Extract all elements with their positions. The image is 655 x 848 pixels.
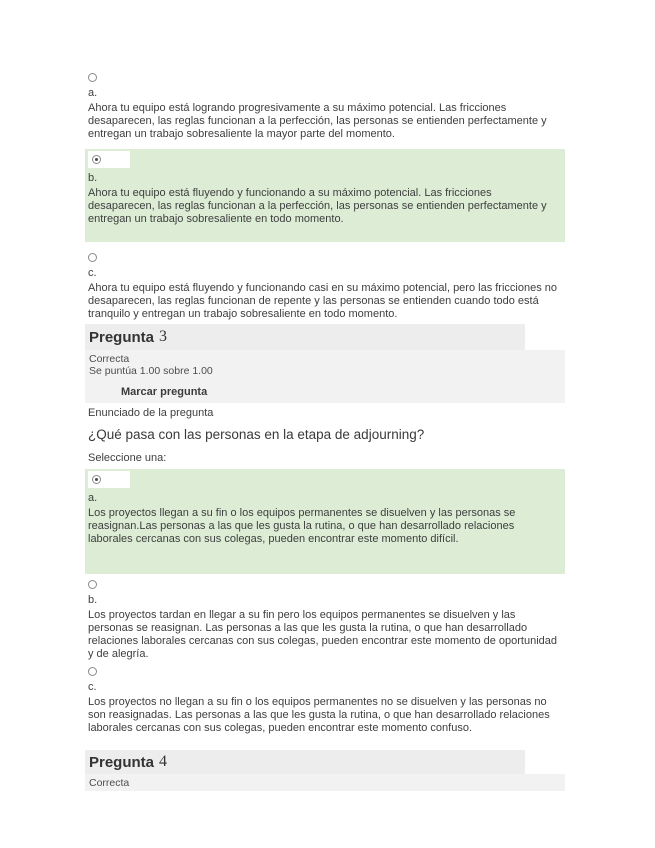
question-status: Correcta — [89, 777, 130, 789]
option-letter: a. — [88, 492, 98, 504]
option-letter: a. — [88, 87, 98, 99]
option-text: Ahora tu equipo está logrando progresivamente a su máximo potencial. Las fricciones desaparecen, las reglas funcionan a la perfección, las personas se entienden perfectamente y entregan un trabajo sobresaliente la mayor parte del momento. — [88, 102, 547, 140]
radio-box — [88, 471, 130, 488]
question-points: Se puntúa 1.00 sobre 1.00 — [89, 365, 213, 377]
question4-info-block — [85, 774, 565, 791]
radio-box — [88, 151, 130, 168]
prev-question-option-b-correct — [85, 149, 565, 242]
option-letter: b. — [88, 594, 98, 606]
radio-button-checked[interactable] — [92, 475, 101, 484]
option-text: Ahora tu equipo está fluyendo y funcionando casi en su máximo potencial, pero las fricciones no desaparecen, las reglas funcionan de repente y las personas se entienden cuando todo está tranquilo y entregan un trabajo sobresaliente en todo momento. — [88, 282, 558, 320]
question3-option-a-correct — [85, 469, 565, 574]
option-letter: b. — [88, 172, 98, 184]
flag-question-link[interactable]: Marcar pregunta — [121, 386, 208, 398]
radio-button-checked[interactable] — [92, 155, 101, 164]
option-text: Ahora tu equipo está fluyendo y funcionando a su máximo potencial. Las fricciones desaparecen, las reglas funcionan a la perfección, las personas se entienden perfectamente y entregan un trabajo sobresaliente en todo momento. — [88, 187, 547, 225]
question-title-word: Pregunta — [89, 328, 155, 346]
option-letter: c. — [88, 681, 97, 693]
option-text: Los proyectos no llegan a su fin o los equipos permanentes no se disuelven y las personas no son reasignadas. Las personas a las que les gusta la rutina, o que han desarrollado relaciones laborales cercanas con sus colegas, pueden encontrar este momento confuso. — [88, 696, 550, 734]
question-title-word: Pregunta — [89, 753, 155, 771]
radio-button-unchecked[interactable] — [88, 253, 97, 262]
option-letter: c. — [88, 267, 97, 279]
question-status: Correcta — [89, 353, 130, 365]
question3-stem: ¿Qué pasa con las personas en la etapa de adjourning? — [88, 427, 425, 442]
choose-one-label: Seleccione una: — [88, 452, 167, 464]
prev-question-option-a — [85, 73, 565, 141]
question3-option-c — [85, 667, 565, 735]
prev-question-option-c — [85, 253, 565, 321]
stem-label: Enunciado de la pregunta — [88, 407, 214, 419]
radio-button-unchecked[interactable] — [88, 580, 97, 589]
question3-title-bar — [85, 324, 525, 350]
option-text: Los proyectos tardan en llegar a su fin pero los equipos permanentes se disuelven y las personas se reasignan. Las personas a las que les gusta la rutina, o que han desarrollado relaciones laborales cercanas con sus colegas, pueden encontrar este momento de oportunidad y de alegría. — [88, 609, 558, 660]
question3-info-block — [85, 350, 565, 403]
radio-button-unchecked[interactable] — [88, 667, 97, 676]
question4-title-bar — [85, 750, 525, 774]
question-number: 4 — [159, 753, 168, 770]
question-number: 3 — [159, 328, 168, 345]
question3-option-b — [85, 580, 565, 661]
radio-button-unchecked[interactable] — [88, 73, 97, 82]
top-spacer — [85, 0, 565, 73]
option-text: Los proyectos llegan a su fin o los equipos permanentes se disuelven y las personas se reasignan.Las personas a las que les gusta la rutina, o que han desarrollado relaciones laborales cercanas con sus colegas, pueden encontrar este momento difícil. — [88, 507, 516, 545]
quiz-review-page — [85, 0, 565, 791]
